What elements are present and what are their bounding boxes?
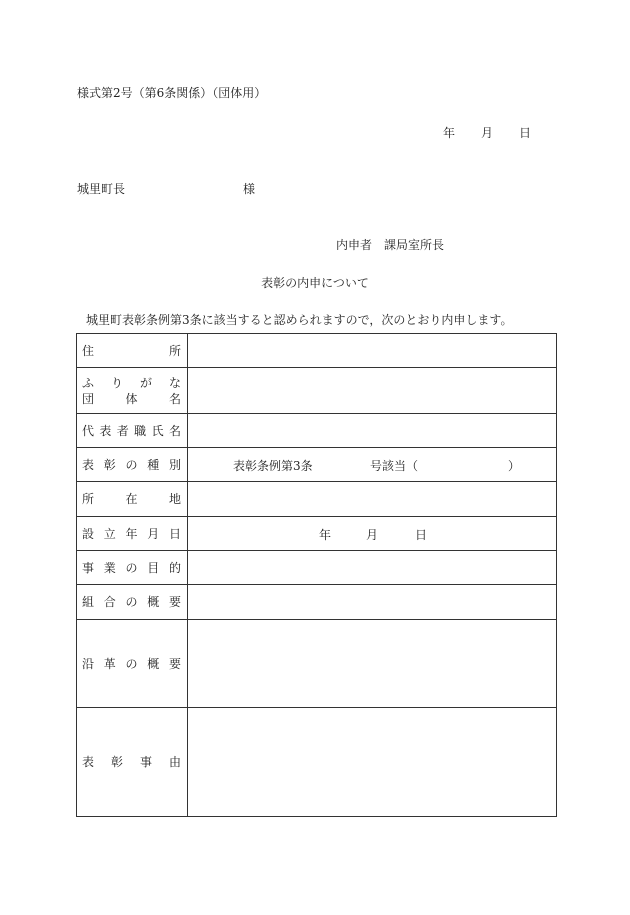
history-overview-field[interactable] [188, 620, 557, 708]
representative-field[interactable] [188, 414, 557, 448]
established-date-field[interactable] [188, 517, 557, 551]
union-overview-field[interactable] [188, 585, 557, 620]
label-group-name: ふ り が な 団 体 名 [77, 368, 188, 414]
form-number: 様式第2号（第6条関係）（団体用） [77, 86, 267, 100]
label-business-purpose: 事 業 の 目 的 [77, 551, 188, 585]
table-row-history-overview [77, 620, 557, 708]
table-row-address [77, 334, 557, 368]
location-field[interactable] [188, 482, 557, 517]
table-row-representative [77, 414, 557, 448]
table-row-location [77, 482, 557, 517]
label-award-type: 表 彰 の 種 別 [77, 448, 188, 482]
label-established: 設 立 年 月 日 [77, 517, 188, 551]
established-month: 月 [366, 527, 379, 542]
label-location: 所 在 地 [77, 482, 188, 517]
group-name-field[interactable] [188, 368, 557, 414]
table-row-award-type [77, 448, 557, 482]
award-article-text: 表彰条例第3条 [233, 458, 313, 473]
business-purpose-field[interactable] [188, 551, 557, 585]
addressee [77, 180, 256, 197]
label-award-reason: 表 彰 事 由 [77, 708, 188, 817]
addressee-name: 城里町長 [77, 182, 126, 196]
table-row-union-overview [77, 585, 557, 620]
table-row-established [77, 517, 557, 551]
table-row-business-purpose [77, 551, 557, 585]
label-history-overview: 沿 革 の 概 要 [77, 620, 188, 708]
date-month-label: 月 [481, 126, 494, 140]
award-type-field[interactable] [188, 448, 557, 482]
intro-text: 城里町表彰条例第3条に該当すると認められますので，次のとおり内申します。 [86, 313, 513, 327]
address-field[interactable] [188, 334, 557, 368]
date-day-label: 日 [519, 126, 532, 140]
established-day: 日 [415, 527, 428, 542]
table-row-award-reason [77, 708, 557, 817]
addressee-honorific: 様 [243, 182, 256, 196]
label-representative: 代 表 者 職 氏 名 [77, 414, 188, 448]
form-table [76, 333, 557, 817]
award-reason-field[interactable] [188, 708, 557, 817]
applicant: 内申者 課局室所長 [336, 238, 445, 252]
date-year-label: 年 [443, 126, 456, 140]
label-address: 住 所 [77, 334, 188, 368]
document-title: 表彰の内申について [261, 276, 369, 290]
table-row-group-name [77, 368, 557, 414]
award-close-paren: ） [508, 458, 521, 473]
award-item-text: 号該当（ [370, 458, 419, 473]
established-year: 年 [319, 527, 332, 542]
label-union-overview: 組 合 の 概 要 [77, 585, 188, 620]
date-line [443, 124, 531, 141]
